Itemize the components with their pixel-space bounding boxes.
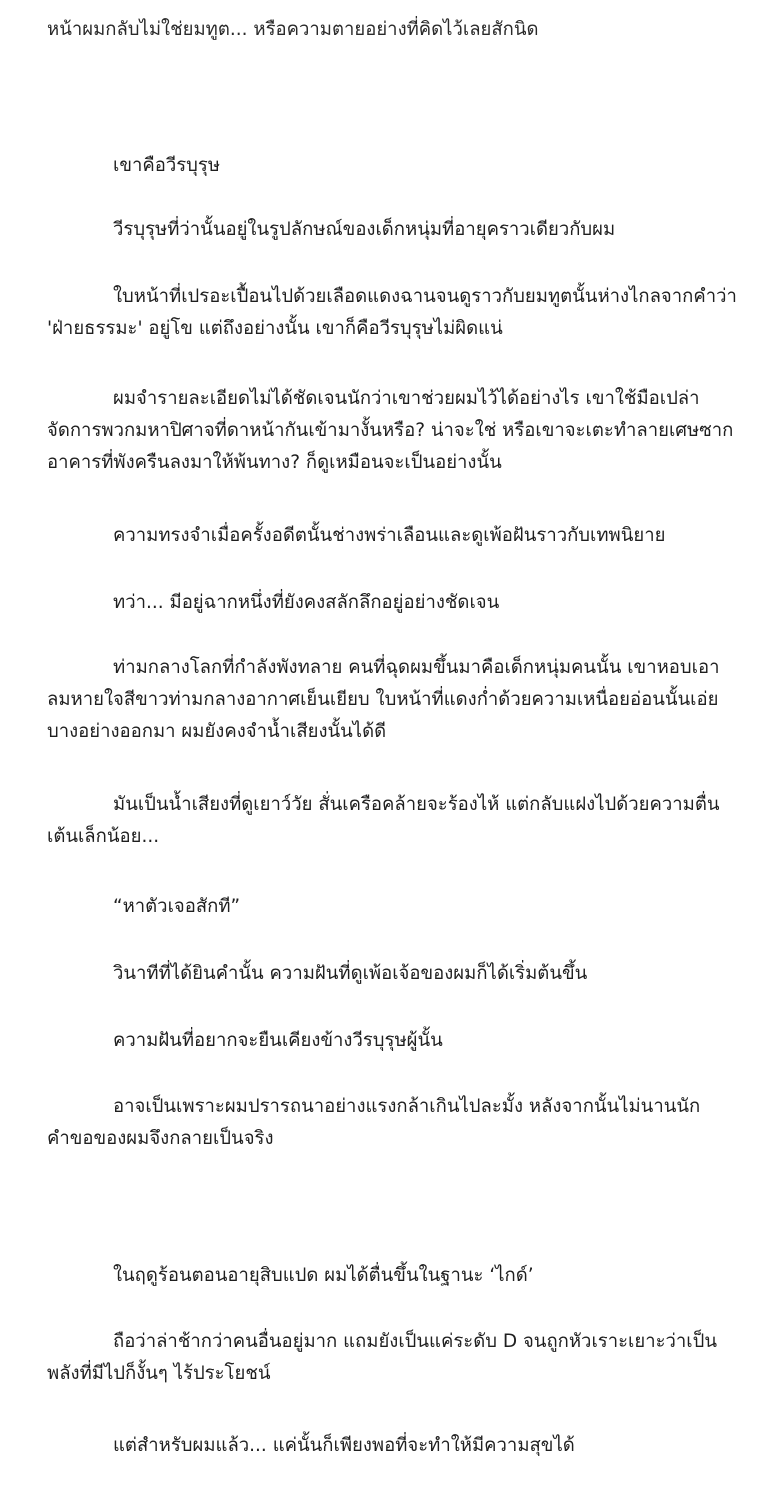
paragraph-memory-details: ผมจำรายละเอียดไม่ได้ชัดเจนนักว่าเขาช่วยผมไว้ได้อย่างไร เขาใช้มือเปล่าจัดการพวกมหาปิศาจที่ดาหน้ากันเข้ามางั้นหรือ? น่าจะใช่ หรือเขาจะเตะทำลายเศษซากอาคารที่พังครืนลงมาให้พ้นทาง? ก็ดูเหมือนจะเป็นอย่างนั้น: [47, 388, 734, 473]
paragraph-quote: “หาตัวเจอสักที”: [113, 896, 241, 917]
paragraph-enough-happiness: แต่สำหรับผมแล้ว... แค่นั้นก็เพียงพอที่จะทำให้มีความสุขได้: [113, 1435, 575, 1456]
paragraph-awakened-guide: ในฤดูร้อนตอนอายุสิบแปด ผมได้ตื่นขึ้นในฐานะ ‘ไกด์’: [113, 1265, 534, 1286]
paragraph-stand-beside-hero: ความฝันที่อยากจะยืนเคียงข้างวีรบุรุษผู้นั้น: [113, 1030, 443, 1051]
paragraph-blood-face: ใบหน้าที่เปรอะเปื้อนไปด้วยเลือดแดงฉานจนดูราวกับยมทูตนั้นห่างไกลจากคำว่า 'ฝ่ายธรรมะ' อยู่โข แต่ถึงอย่างนั้น เขาก็คือวีรบุรุษไม่ผิดแน่: [47, 286, 737, 339]
paragraph-hero-description: วีรบุรุษที่ว่านั้นอยู่ในรูปลักษณ์ของเด็กหนุ่มที่อายุคราวเดียวกับผม: [113, 219, 616, 240]
paragraph-hero: เขาคือวีรบุรุษ: [113, 155, 221, 176]
paragraph-continued: หน้าผมกลับไม่ใช่ยมทูต... หรือความตายอย่างที่คิดไว้เลยสักนิด: [47, 19, 539, 40]
paragraph-collapsing-world: ท่ามกลางโลกที่กำลังพังทลาย คนที่ฉุดผมขึ้นมาคือเด็กหนุ่มคนนั้น เขาหอบเอาลมหายใจสีขาวท่ามกลางอากาศเย็นเยียบ ใบหน้าที่แดงก่ำด้วยความเหนื่อยอ่อนนั้นเอ่ยบางอย่างออกมา ผมยังคงจำน้ำเสียงนั้นได้ดี: [47, 657, 720, 742]
paragraph-young-voice: มันเป็นน้ำเสียงที่ดูเยาว์วัย สั่นเครือคล้ายจะร้องไห้ แต่กลับแฝงไปด้วยความตื่นเต้นเล็กน้อย...: [47, 794, 720, 847]
paragraph-rank-d: ถือว่าล่าช้ากว่าคนอื่นอยู่มาก แถมยังเป็นแค่ระดับ D จนถูกหัวเราะเยาะว่าเป็นพลังที่มีไปก็งั้นๆ ไร้ประโยชน์: [47, 1331, 718, 1384]
paragraph-dream-start: วินาทีที่ได้ยินคำนั้น ความฝันที่ดูเพ้อเจ้อของผมก็ได้เริ่มต้นขึ้น: [113, 963, 588, 984]
paragraph-clear-scene: ทว่า... มีอยู่ฉากหนึ่งที่ยังคงสลักลึกอยู่อย่างชัดเจน: [113, 592, 500, 613]
paragraph-wish-came-true: อาจเป็นเพราะผมปรารถนาอย่างแรงกล้าเกินไปละมั้ง หลังจากนั้นไม่นานนัก คำขอของผมจึงกลายเป็นจริง: [47, 1096, 701, 1149]
paragraph-faded-memory: ความทรงจำเมื่อครั้งอดีตนั้นช่างพร่าเลือนและดูเพ้อฝันราวกับเทพนิยาย: [113, 525, 666, 546]
